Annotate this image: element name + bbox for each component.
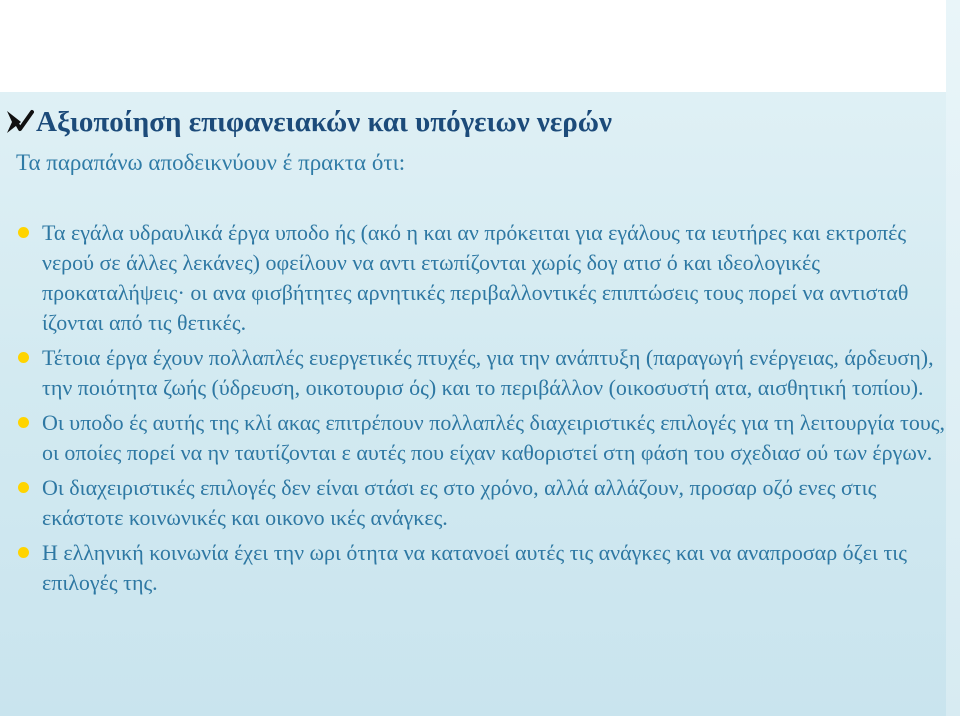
bullet-text: Η ελληνική κοινωνία έχει την ωρι ότητα να κατανοεί αυτές τις ανάγκες και να αναπροσαρ όζει τις επιλογές της.	[42, 540, 907, 595]
slide-subtitle: Τα παραπάνω αποδεικνύουν έ πρακτα ότι:	[16, 150, 406, 175]
list-item	[16, 473, 946, 533]
bullet-dot-icon	[18, 227, 29, 238]
bullet-dot-icon	[18, 352, 29, 363]
slide-title: Αξιοποίηση επιφανειακών και υπόγειων νερών	[36, 105, 612, 138]
bullet-text: Οι υποδο ές αυτής της κλί ακας επιτρέπουν πολλαπλές διαχειριστικές επιλογές για τη λειτουργία τους, οι οποίες πορεί να ην ταυτίζονται ε αυτές που είχαν καθοριστεί στη φάση του σχεδιασ ού των έργων.	[42, 410, 945, 465]
arrow-check-icon	[4, 107, 34, 137]
bullet-dot-icon	[18, 417, 29, 428]
list-item	[16, 218, 946, 338]
bullet-dot-icon	[18, 482, 29, 493]
panel-edge	[946, 0, 960, 716]
bullet-text: Οι διαχειριστικές επιλογές δεν είναι στάσι ες στο χρόνο, αλλά αλλάζουν, προσαρ οζό ενες στις εκάστοτε κοινωνικές και οικονο ικές ανάγκες.	[42, 475, 877, 530]
bullet-dot-icon	[18, 547, 29, 558]
bullet-text: Τέτοια έργα έχουν πολλαπλές ευεργετικές πτυχές, για την ανάπτυξη (παραγωγή ενέργειας, άρδευση), την ποιότητα ζωής (ύδρευση, οικοτουρισ ός) και το περιβάλλον (οικοσυστή ατα, αισθητική τοπίου).	[42, 345, 934, 400]
bullet-list	[16, 218, 946, 603]
bullet-text: Τα εγάλα υδραυλικά έργα υποδο ής (ακό η και αν πρόκειται για εγάλους τα ιευτήρες και εκτροπές νερού σε άλλες λεκάνες) οφείλουν να αντι ετωπίζονται χωρίς δογ ατισ ό και ιδεολογικές προκαταλήψεις· οι ανα φισβήτητες αρνητικές περιβαλλοντικές επιπτώσεις τους πορεί να αντισταθ ίζονται από τις θετικές.	[42, 220, 909, 335]
list-item	[16, 538, 946, 598]
list-item	[16, 343, 946, 403]
list-item	[16, 408, 946, 468]
title-row	[4, 100, 612, 144]
